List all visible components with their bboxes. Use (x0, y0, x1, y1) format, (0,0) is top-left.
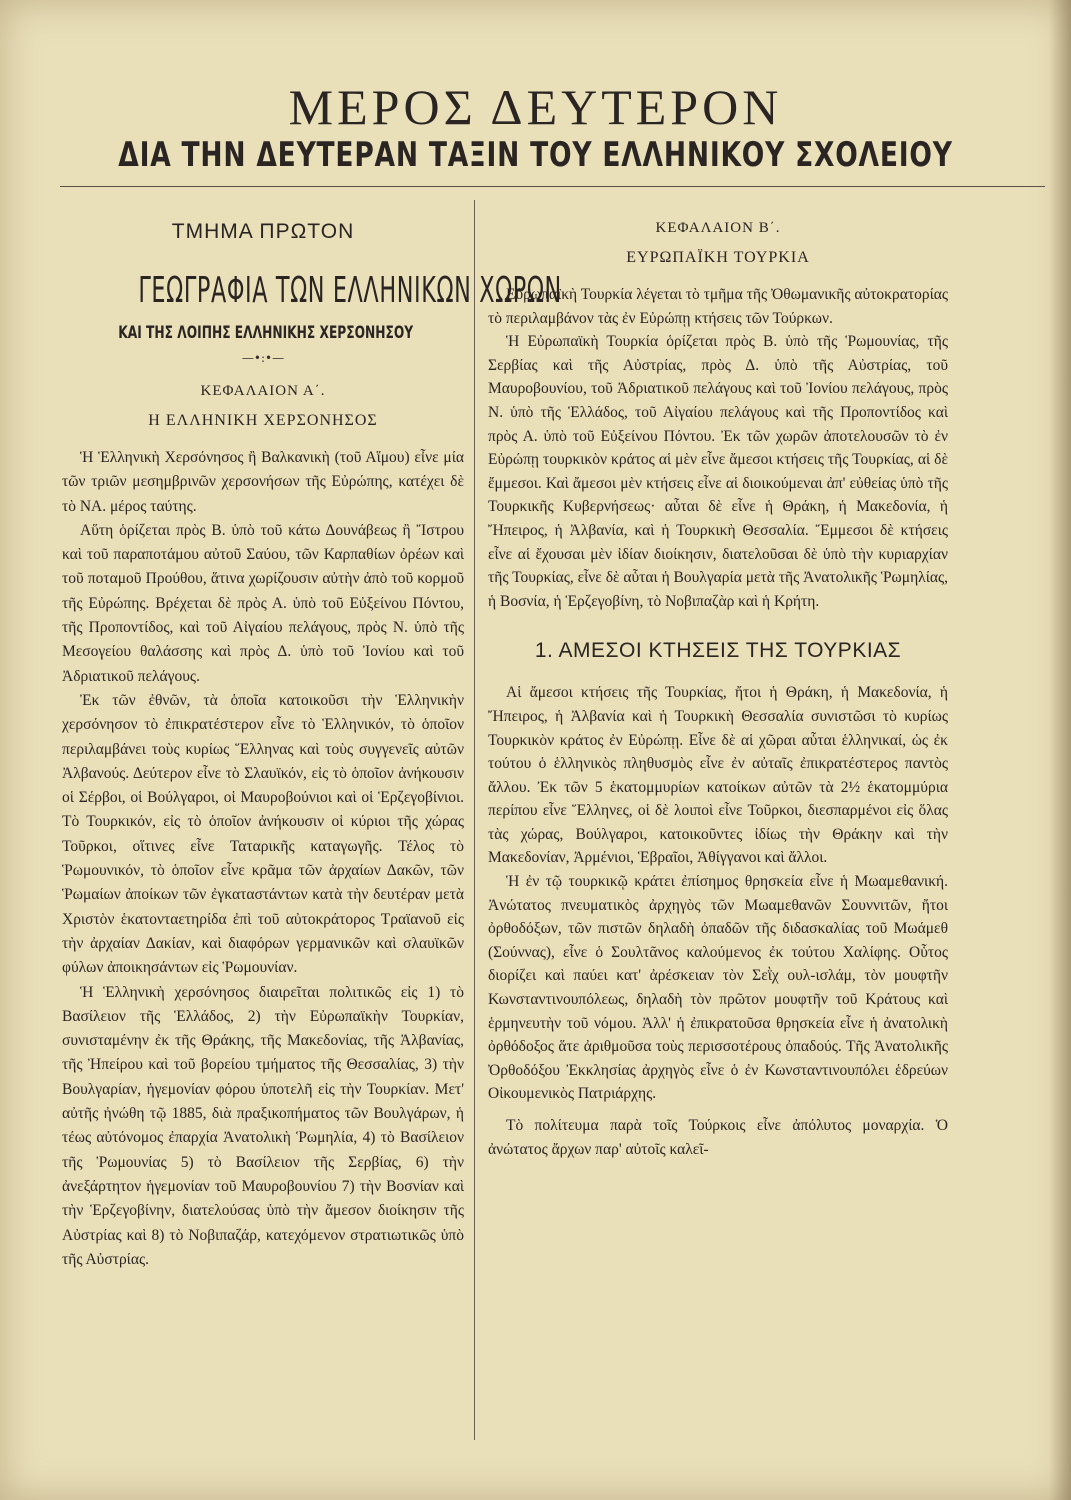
section-heading: 1. ΑΜΕΣΟΙ ΚΤΗΣΕΙΣ ΤΗΣ ΤΟΥΡΚΙΑΣ (534, 639, 902, 663)
paragraph: Αὕτη ὁρίζεται πρὸς Β. ὑπὸ τοῦ κάτω Δουνάβεως ἢ Ἴστρου καὶ τοῦ παραποτάμου αὐτοῦ Σαύου, τῶν Καρπαθίων ὀρέων καὶ τοῦ ποταμοῦ Προύθου, ἅτινα χωρίζουσιν αὐτὴν ἀπὸ τοῦ κορμοῦ τῆς Εὐρώπης. Βρέχεται δὲ πρὸς Α. ὑπὸ τοῦ Εὐξείνου Πόντου, τῆς Προποντίδος, καὶ τοῦ Αἰγαίου πελάγους, πρὸς Ν. ὑπὸ τῆς Μεσογείου θαλάσσης καὶ πρὸς Δ. ὑπὸ τοῦ Ἰονίου καὶ τοῦ Ἀδριατικοῦ πελάγους. (62, 521, 464, 685)
paragraph: Αἱ ἄμεσοι κτήσεις τῆς Τουρκίας, ἤτοι ἡ Θράκη, ἡ Μακεδονία, ἡ Ἤπειρος, ἡ Ἀλβανία καὶ ἡ Τουρκικὴ Θεσσαλία συνιστῶσι τὸ κυρίως Τουρκικὸν κράτος ἐν Εὐρώπῃ. Εἶνε δὲ αἱ χῶραι αὗται ἑλληνικαί, ὡς ἐκ τούτου ὁ ἑλληνικὸς πληθυσμὸς εἶνε ἐν αὐταῖς ἐπικρατέστερος παντὸς ἄλλου. Ἐκ τῶν 5 ἑκατομμυρίων κατοίκων αὐτῶν τὰ 2½ ἑκατομμύρια περίπου εἶνε Ἕλληνες, οἱ δὲ λοιποὶ εἶνε Τοῦρκοι, διεσπαρμένοι εἰς ὅλας τὰς χώρας, Βούλγαροι, κατοικοῦντες ἰδίως τὴν Θράκην καὶ τὴν Μακεδονίαν, Ἀρμένιοι, Ἑβραῖοι, Ἀθίγγανοι καὶ ἄλλοι. (488, 684, 948, 867)
paragraph: Ἡ Εὐρωπαϊκὴ Τουρκία ὁρίζεται πρὸς Β. ὑπὸ τῆς Ῥωμουνίας, τῆς Σερβίας καὶ τῆς Αὐστρίας, πρὸς Δ. ὑπὸ τῆς Αὐστρίας, τοῦ Μαυροβουνίου, τοῦ Ἀδριατικοῦ πελάγους καὶ τοῦ Ἰονίου πελάγους, πρὸς Ν. ὑπὸ τῆς Ἑλλάδος, τοῦ Αἰγαίου πελάγους καὶ τῆς Προποντίδος καὶ πρὸς Α. ὑπὸ τοῦ Εὐξείνου Πόντου. Ἐκ τῶν χωρῶν ἀποτελουσῶν τὸ ἐν Εὐρώπῃ τουρκικὸν κράτος αἱ μὲν εἶνε ἄμεσοι κτήσεις τῆς Τουρκίας, αἱ δὲ ἔμμεσοι. Καὶ ἄμεσοι μὲν κτήσεις εἶνε αἱ διοικούμεναι ἀπ' εὐθείας ὑπὸ τῆς Τουρκικῆς Κυβερνήσεως· αὗται δὲ εἶνε ἡ Θράκη, ἡ Μακεδονία, ἡ Ἤπειρος, ἡ Ἀλβανία, καὶ ἡ Τουρκικὴ Θεσσαλία. Ἔμμεσοι δὲ κτήσεις εἶνε αἱ ἔχουσαι μὲν ἰδίαν διοίκησιν, διατελοῦσαι δὲ ὑπὸ τὴν κυριαρχίαν τῆς Τουρκίας, εἶνε δὲ αὗται ἡ Βουλγαρία μετὰ τῆς Ἀνατολικῆς Ῥωμηλίας, ἡ Βοσνία, ἡ Ἑρζεγοβίνη, τὸ Νοβιπαζὰρ καὶ ἡ Κρήτη. (488, 333, 948, 610)
section-heading: ΤΜΗΜΑ ΠΡΩΤΟΝ (171, 220, 355, 243)
page-right-edge (1049, 0, 1071, 1500)
geography-subtitle: ΚΑΙ ΤΗΣ ΛΟΙΠΗΣ ΕΛΛΗΝΙΚΗΣ ΧΕΡΣΟΝΗΣΟΥ (118, 323, 414, 343)
right-column (488, 220, 948, 1161)
paragraph: Ἡ Ἑλληνικὴ Χερσόνησος ἢ Βαλκανικὴ (τοῦ Αἵμου) εἶνε μία τῶν τριῶν μεσημβρινῶν χερσονήσων τῆς Εὐρώπης, κατέχει δὲ τὸ ΝΑ. μέρος ταύτης. (62, 449, 464, 515)
paragraph: Ἡ Ἑλληνικὴ χερσόνησος διαιρεῖται πολιτικῶς εἰς 1) τὸ Βασίλειον τῆς Ἑλλάδος, 2) τὴν Εὐρωπαϊκὴν Τουρκίαν, συνισταμένην ἐκ τῆς Θράκης, τῆς Μακεδονίας, τῆς Ἀλβανίας, τῆς Ἠπείρου καὶ τοῦ βορείου τμήματος τῆς Θεσσαλίας, 3) τὴν Βουλγαρίαν, ἡγεμονίαν φόρου ὑποτελῆ εἰς τὴν Τουρκίαν. Μετ' αὐτῆς ἠνώθη τῷ 1885, διὰ πραξικοπήματος τῶν Βουλγάρων, ἡ τέως αὐτόνομος ἐπαρχία Ἀνατολικὴ Ῥωμηλία, 4) τὸ Βασίλειον τῆς Ῥωμουνίας 5) τὸ Βασίλειον τῆς Σερβίας, 6) τὴν ἀνεξάρτητον ἡγεμονίαν τοῦ Μαυροβουνίου 7) τὴν Βοσνίαν καὶ τὴν Ἑρζεγοβίνην, διατελούσας ὑπὸ τὴν ἄμεσον διοίκησιν τῆς Αὐστρίας καὶ 8) τὸ Νοβιπαζάρ, κατεχόμενον στρατιωτικῶς ὑπὸ τῆς Αὐστρίας. (62, 983, 464, 1268)
ornament-divider: —•:•— (241, 351, 285, 365)
part-title: ΜΕΡΟΣ ΔΕΥΤΕΡΟΝ (288, 79, 783, 135)
chapter-title: ΕΥΡΩΠΑΪΚΗ ΤΟΥΡΚΙΑ (626, 249, 810, 266)
spacer (488, 1106, 948, 1114)
chapter-label: ΚΕΦΑΛΑΙΟΝ Β΄. (655, 220, 781, 236)
header-rule (60, 186, 1045, 187)
paragraph: Ἡ ἐν τῷ τουρκικῷ κράτει ἐπίσημος θρησκεία εἶνε ἡ Μωαμεθανική. Ἀνώτατος πνευματικὸς ἀρχηγὸς τῶν Μωαμεθανῶν Σουννιτῶν, ἤτοι ὀρθοδόξων, τῶν πιστῶν δηλαδὴ ὀπαδῶν τῆς διδασκαλίας τοῦ Μωάμεθ (Σούννας), εἶνε ὁ Σουλτᾶνος καλούμενος ἐκ τούτου Χαλίφης. Οὗτος διορίζει καὶ παύει κατ' ἀρέσκειαν τὸν Σεῒχ ουλ-ισλάμ, τὸν μουφτῆν Κωνσταντινουπόλεως, δηλαδὴ τὸν πρῶτον μουφτῆν τοῦ Κράτους καὶ ἑρμηνευτὴν τοῦ νόμου. Ἀλλ' ἡ ἐπικρατοῦσα θρησκεία εἶνε ἡ ἀνατολικὴ ὀρθόδοξος ἅτε ἀριθμοῦσα τοὺς περισσοτέρους ὀπαδούς. Τῆς Ἀνατολικῆς Ὀρθοδόξου Ἐκκλησίας ἀρχηγὸς εἶνε ὁ ἐν Κωνσταντινουπόλει ἑδρεύων Οἰκουμενικὸς Πατριάρχης. (488, 873, 948, 1103)
chapter-label: ΚΕΦΑΛΑΙΟΝ Α΄. (200, 383, 326, 399)
geography-title: ΓΕΩΓΡΑΦΙΑ ΤΩΝ ΕΛΛΗΝΙΚΩΝ ΧΩΡΩΝ (138, 270, 562, 311)
paragraph: Ἐκ τῶν ἐθνῶν, τὰ ὁποῖα κατοικοῦσι τὴν Ἑλληνικὴν χερσόνησον τὸ ἐπικρατέστερον εἶνε τὸ Ἑλληνικόν, τὸ ὁποῖον περιλαμβάνει τοὺς κυρίως Ἕλληνας καὶ τοὺς συγγενεῖς αὐτῶν Ἀλβανούς. Δεύτερον εἶνε τὸ Σλαυϊκόν, εἰς τὸ ὁποῖον ἀνήκουσιν οἱ Σέρβοι, οἱ Βούλγαροι, οἱ Μαυροβούνιοι καὶ οἱ Ἑρζεγοβίνιοι. Τὸ Τουρκικόν, εἰς τὸ ὁποῖον ἀνήκουσιν οἱ κύριοι τῆς χώρας Τοῦρκοι, οἵτινες εἶνε Ταταρικῆς καταγωγῆς. Τέλος τὸ Ῥωμουνικόν, τὸ ὁποῖον εἶνε κρᾶμα τῶν ἀρχαίων Δακῶν, τῶν Ῥωμαίων ἀποίκων τῶν ἐγκαταστάντων κατὰ τὴν δευτέραν μετὰ Χριστὸν ἑκατονταετηρίδα ἐπὶ τοῦ αὐτοκράτορος Τραϊανοῦ εἰς τὴν ἀρχαίαν Δακίαν, καὶ διαφόρων γερμανικῶν καὶ σλαυϊκῶν φύλων ἀποικησάντων εἰς Ῥωμουνίαν. (62, 691, 464, 977)
paragraph: Τὸ πολίτευμα παρὰ τοῖς Τούρκοις εἶνε ἀπόλυτος μοναρχία. Ὁ ἀνώτατος ἄρχων παρ' αὐτοῖς καλεῖ- (488, 1117, 948, 1158)
part-subtitle: ΔΙΑ ΤΗΝ ΔΕΥΤΕΡΑΝ ΤΑΞΙΝ ΤΟΥ ΕΛΛΗΝΙΚΟΥ ΣΧΟΛΕΙΟΥ (118, 135, 953, 175)
chapter-title: Η ΕΛΛΗΝΙΚΗ ΧΕΡΣΟΝΗΣΟΣ (148, 412, 378, 429)
paragraph: Εὐρωπαϊκὴ Τουρκία λέγεται τὸ τμῆμα τῆς Ὀθωμανικῆς αὐτοκρατορίας τὸ περιλαμβάνον τὰς ἐν Εὐρώπῃ κτήσεις τῶν Τούρκων. (488, 286, 948, 327)
column-divider (474, 200, 475, 1440)
left-column (62, 220, 562, 1272)
